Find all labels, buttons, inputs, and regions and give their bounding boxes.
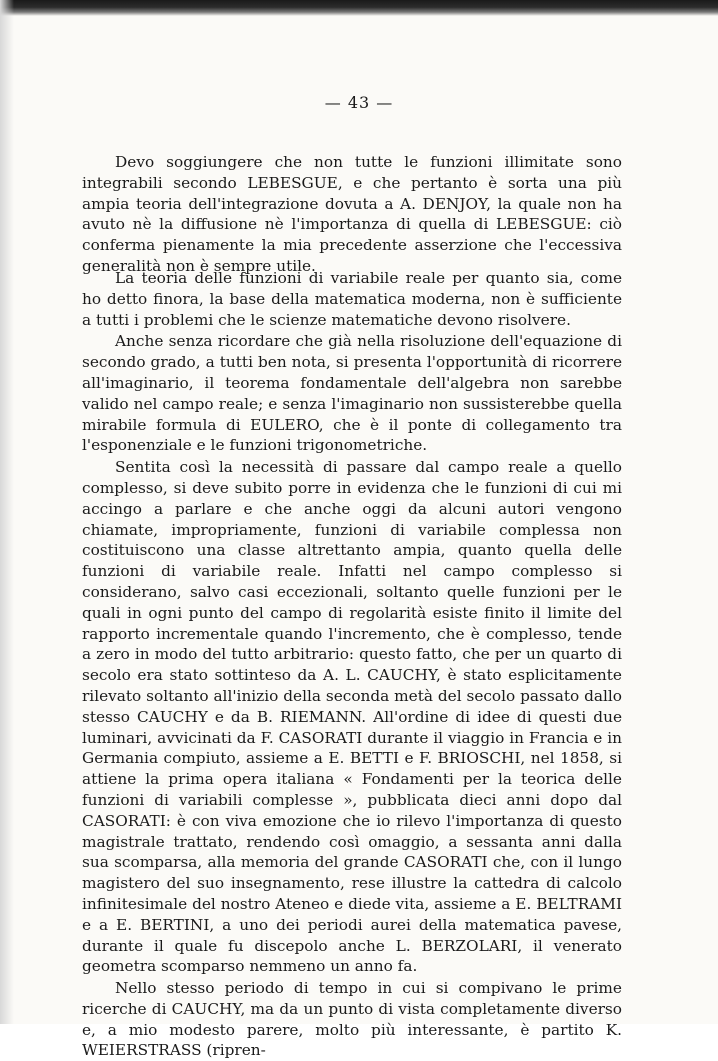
body-text-block (82, 152, 622, 277)
scan-left-shadow (0, 0, 14, 1024)
paragraph: Anche senza ricordare che già nella risoluzione dell'equazione di secondo grado, a tutti ben nota, si presenta l'opportunità di ricorrere all'imaginario, il teorema fondamentale dell'algebra non sarebbe valido nel campo reale; e senza l'imaginario non sussisterebbe quella mirabile formula di EULERO, che è il ponte di collegamento tra l'esponenziale e le funzioni trigonometriche. (82, 332, 622, 455)
scan-top-edge (0, 0, 718, 16)
page-number: — 43 — (324, 93, 394, 112)
body-text-block (82, 268, 622, 1061)
paragraph: La teoria delle funzioni di variabile reale per quanto sia, come ho detto finora, la base della matematica moderna, non è sufficiente a tutti i problemi che le scienze matematiche devono risolvere. (82, 269, 622, 329)
paragraph: Devo soggiungere che non tutte le funzioni illimitate sono integrabili secondo LEBESGUE, e che pertanto è sorta una più ampia teoria dell'integrazione dovuta a A. DENJOY, la quale non ha avuto nè la diffusione nè l'importanza di quella di LEBESGUE: ciò conferma pienamente la mia precedente asserzione che l'eccessiva generalità non è sempre utile. (82, 153, 622, 275)
paragraph: Nello stesso periodo di tempo in cui si compivano le prime ricerche di CAUCHY, ma da un punto di vista completamente diverso e, a mio modesto parere, molto più interessante, è partito K. WEIERSTRASS (ripren- (82, 979, 622, 1060)
paragraph: Sentita così la necessità di passare dal campo reale a quello complesso, si deve subito porre in evidenza che le funzioni di cui mi accingo a parlare e che anche oggi da alcuni autori vengono chiamate, impropriamente, funzioni di variabile complessa non costituiscono una classe altrettanto ampia, quanto quella delle funzioni di variabile reale. Infatti nel campo complesso si considerano, salvo casi eccezionali, soltanto quelle funzioni per le quali in ogni punto del campo di regolarità esiste finito il limite del rapporto incrementale quando l'incremento, che è complesso, tende a zero in modo del tutto arbitrario: questo fatto, che per un quarto di secolo era stato sottinteso da A. L. CAUCHY, è stato esplicitamente rilevato soltanto all'inizio della seconda metà del secolo passato dallo stesso CAUCHY e da B. RIEMANN. All'ordine di idee di questi due luminari, avvicinati da F. CASORATI durante il viaggio in Francia e in Germania compiuto, assieme a E. BETTI e F. BRIOSCHI, nel 1858, si attiene la prima opera italiana « Fondamenti per la teorica delle funzioni di variabili complesse », pubblicata dieci anni dopo dal CASORATI: è con viva emozione che io rilevo l'importanza di questo magistrale trattato, rendendo così omaggio, a sessanta anni dalla sua scomparsa, alla memoria del grande CASORATI che, con il lungo magistero del suo insegnamento, rese illustre la cattedra di calcolo infinitesimale del nostro Ateneo e diede vita, assieme a E. BELTRAMI e a E. BERTINI, a uno dei periodi aurei della matematica pavese, durante il quale fu discepolo anche L. BERZOLARI, il venerato geometra scomparso nemmeno un anno fa. (82, 458, 622, 976)
